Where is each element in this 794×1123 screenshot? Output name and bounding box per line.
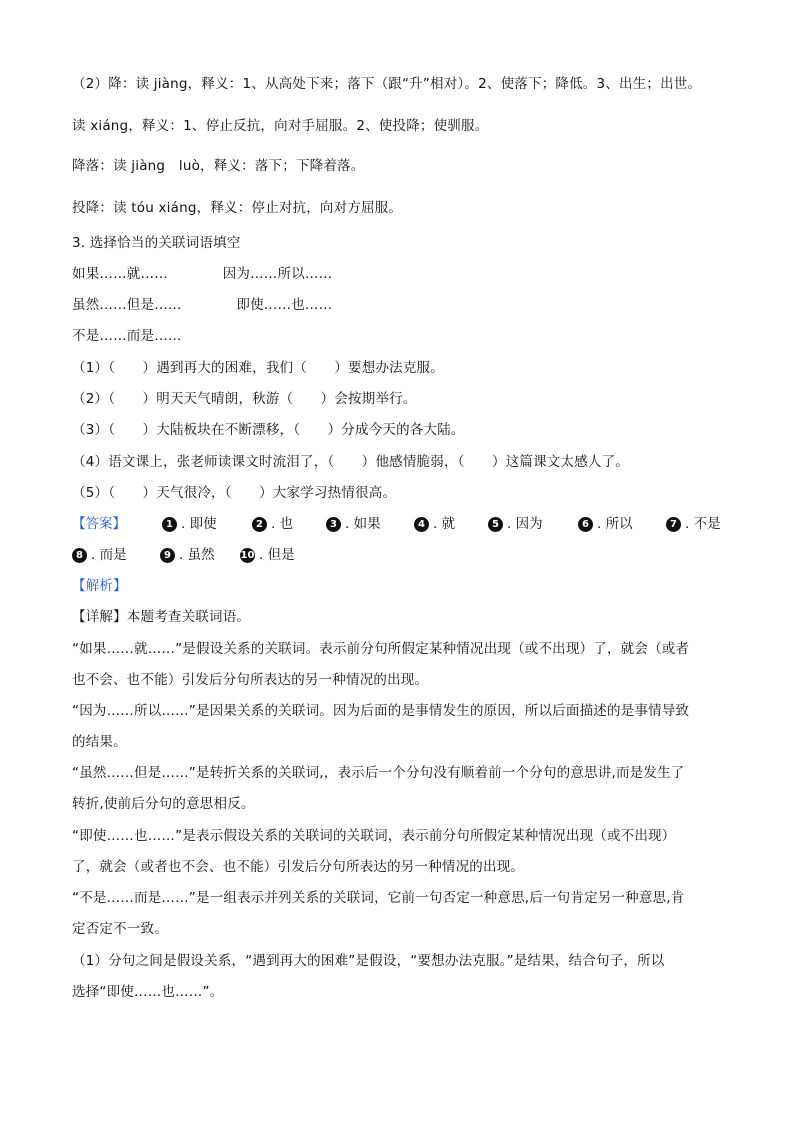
definition-line: 读 xiáng，释义：1、停止反抗，向对手屈服。2、使投降；使驯服。 [72, 118, 489, 134]
answer-text: . 也 [271, 516, 294, 532]
answer-text: . 即使 [181, 516, 217, 532]
question-item: （3）（ ）大陆板块在不断漂移，（ ）分成今天的各大陆。 [72, 422, 465, 438]
answer-text: . 虽然 [179, 547, 215, 563]
circled-number: 6 [578, 517, 593, 532]
answer-item [666, 514, 721, 534]
analysis-line: “即使……也……”是表示假设关系的关联词的关联词，表示前分句所假定某种情况出现（或不出现） [72, 828, 676, 844]
circled-number: 3 [326, 517, 341, 532]
question-item: （5）（ ）天气很冷，（ ）大家学习热情很高。 [72, 485, 397, 501]
analysis-line: 了，就会（或者也不会、也不能）引发后分句所表达的另一种情况的出现。 [72, 859, 525, 875]
analysis-line: “虽然……但是……”是转折关系的关联词,，表示后一个分句没有顺着前一个分句的意思讲,而是发生了 [72, 765, 685, 781]
analysis-line: 定否定不一致。 [72, 921, 168, 937]
definition-line: 降落：读 jiàng luò，释义：落下；下降着落。 [72, 158, 365, 174]
connective-options: 如果……就…… 因为……所以…… [72, 266, 333, 282]
answer-text: . 就 [433, 516, 456, 532]
answer-text: . 而是 [91, 547, 127, 563]
circled-number: 8 [72, 548, 87, 563]
answer-text: . 不是 [685, 516, 721, 532]
analysis-line: 选择“即使……也……”。 [72, 984, 224, 1000]
analysis-line: “不是……而是……”是一组表示并列关系的关联词，它前一句否定一种意思,后一句肯定另一种意思,肯 [72, 890, 685, 906]
answer-item [160, 545, 215, 565]
analysis-label: 【解析】 [72, 578, 127, 594]
analysis-line: （1）分句之间是假设关系，“遇到再大的困难”是假设，“要想办法克服。”是结果，结合句子，所以 [72, 953, 665, 969]
definition-line: （2）降：读 jiàng，释义：1、从高处下来；落下（跟“升”相对）。2、使落下；降低。3、出生；出世。 [72, 76, 702, 92]
answer-text: . 但是 [259, 547, 295, 563]
question-item: （2）（ ）明天天气晴朗，秋游（ ）会按期举行。 [72, 391, 417, 407]
analysis-line: 的结果。 [72, 734, 127, 750]
analysis-line: 转折,使前后分句的意思相反。 [72, 796, 255, 812]
answer-item [240, 545, 295, 565]
answer-item [488, 514, 543, 534]
answer-text: . 如果 [345, 516, 381, 532]
answer-text: . 因为 [507, 516, 543, 532]
analysis-line: 也不会、也不能）引发后分句所表达的另一种情况的出现。 [72, 672, 429, 688]
answer-item [72, 545, 127, 565]
question-title: 3. 选择恰当的关联词语填空 [72, 235, 241, 251]
circled-number: 1 [162, 517, 177, 532]
circled-number: 10 [240, 550, 255, 561]
answer-item [162, 514, 217, 534]
connective-options: 不是……而是…… [72, 328, 182, 344]
answer-item [578, 514, 633, 534]
answer-item [326, 514, 381, 534]
circled-number: 9 [160, 548, 175, 563]
analysis-line: “因为……所以……”是因果关系的关联词。因为后面的是事情发生的原因，所以后面描述的是事情导致 [72, 703, 690, 719]
answer-item [414, 514, 455, 534]
analysis-line: “如果……就……”是假设关系的关联词。表示前分句所假定某种情况出现（或不出现）了，就会（或者 [72, 641, 690, 657]
answer-label: 【答案】 [72, 516, 126, 532]
circled-number: 2 [252, 517, 267, 532]
question-item: （1）（ ）遇到再大的困难，我们（ ）要想办法克服。 [72, 360, 444, 376]
answer-text: . 所以 [597, 516, 633, 532]
answer-row [72, 514, 732, 534]
definition-line: 投降：读 tóu xiáng，释义：停止对抗，向对方屈服。 [72, 200, 403, 216]
connective-options: 虽然……但是…… 即使……也…… [72, 297, 333, 313]
circled-number: 4 [414, 517, 429, 532]
analysis-line: 【详解】本题考查关联词语。 [72, 609, 251, 625]
circled-number: 5 [488, 517, 503, 532]
circled-number: 7 [666, 517, 681, 532]
question-item: （4）语文课上，张老师读课文时流泪了，（ ）他感情脆弱，（ ）这篇课文太感人了。 [72, 454, 629, 470]
answer-row [72, 545, 472, 565]
answer-item [252, 514, 293, 534]
